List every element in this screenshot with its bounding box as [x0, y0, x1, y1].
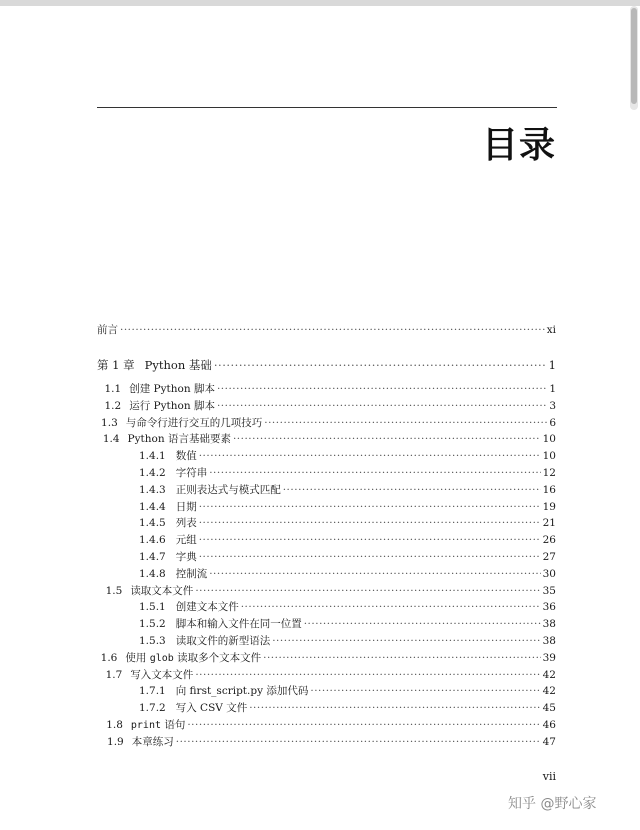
toc-label: 向 first_script.py 添加代码 [175, 685, 309, 698]
leader-dots [272, 635, 540, 647]
toc-entry[interactable] [97, 381, 556, 398]
leader-dots [249, 702, 540, 714]
toc-page: 35 [542, 584, 556, 597]
leader-dots [199, 551, 541, 563]
header-rule [97, 107, 557, 108]
scrollbar-thumb[interactable] [631, 8, 637, 104]
toc-page: 21 [542, 517, 556, 530]
toc-entry[interactable] [97, 465, 556, 482]
toc-entry[interactable] [97, 683, 556, 700]
leader-dots [209, 467, 540, 479]
toc-label: 前言 [97, 324, 118, 336]
toc-entry[interactable] [97, 431, 556, 448]
toc-label: 本章练习 [131, 735, 174, 748]
leader-dots [199, 501, 541, 513]
toc-page: 46 [542, 719, 556, 731]
toc-label: 创建 Python 脚本 [129, 383, 215, 395]
toc-number: 1.6 [100, 651, 118, 664]
toc-page: 39 [542, 651, 556, 664]
toc-entry[interactable] [97, 566, 556, 583]
toc-label-prefix: 使用 [125, 651, 150, 664]
toc-label-rest: 语句 [161, 719, 186, 731]
toc-label: 写入 CSV 文件 [175, 702, 248, 715]
toc-entry[interactable] [97, 583, 556, 600]
toc-label: 读取文件的新型语法 [175, 635, 271, 647]
toc-entry[interactable] [97, 599, 556, 616]
leader-dots [264, 417, 547, 429]
leader-dots [310, 685, 540, 697]
toc-page: 27 [542, 551, 556, 563]
leader-dots [176, 736, 541, 748]
toc-label: 列表 [175, 517, 197, 530]
toc-page: 6 [549, 416, 556, 429]
toc-entry[interactable] [97, 415, 556, 432]
toc-page: 36 [542, 601, 556, 614]
toc-number: 1.4.1 [139, 450, 166, 463]
leader-dots [195, 669, 540, 681]
toc-number: 1.4.3 [139, 483, 166, 496]
toc-page: 42 [542, 685, 556, 698]
toc-page: 30 [542, 567, 556, 580]
leader-dots [233, 433, 541, 445]
toc-number: 1.8 [106, 719, 123, 731]
toc-number: 1.5.2 [139, 618, 166, 631]
toc-number: 1.2 [104, 399, 122, 412]
toc-number: 1.7 [105, 668, 123, 681]
toc-number: 1.5.1 [139, 601, 166, 614]
toc-entry[interactable] [97, 515, 556, 532]
toc-label: 与命令行进行交互的几项技巧 [125, 416, 263, 429]
toc-number: 1.4.4 [139, 500, 166, 513]
toc-label [125, 650, 261, 665]
toc-label: 字符串 [175, 467, 208, 479]
watermark: 知乎 @野心家 [508, 796, 597, 812]
toc-entry[interactable] [97, 398, 556, 415]
toc-page: 16 [542, 483, 556, 496]
toc-page: 38 [542, 635, 556, 647]
toc-number: 1.4.5 [139, 517, 166, 530]
leader-dots [199, 450, 541, 462]
toc-label-rest: 读取多个文本文件 [173, 651, 262, 664]
toc-page: 12 [542, 467, 556, 479]
toc-page: 47 [542, 735, 556, 748]
leader-dots [217, 400, 547, 412]
toc-number: 1.9 [107, 735, 124, 748]
toc-entry[interactable] [97, 650, 556, 667]
toc-entry[interactable] [97, 482, 556, 499]
leader-dots [199, 534, 541, 546]
toc-page: 1 [548, 358, 556, 372]
toc-label: 读取文本文件 [130, 584, 194, 597]
leader-dots [283, 484, 541, 496]
toc-entry[interactable] [97, 448, 556, 465]
toc-entry[interactable] [97, 734, 556, 751]
toc-page: 3 [549, 399, 556, 412]
toc-entry-preface[interactable] [97, 322, 556, 339]
leader-dots [120, 324, 545, 336]
toc-number: 1.4.8 [139, 567, 166, 580]
toc-entry-chapter-1[interactable] [97, 357, 556, 374]
toc-label: 数值 [175, 450, 197, 463]
toc-entry[interactable] [97, 549, 556, 566]
toc-number: 1.1 [104, 383, 122, 395]
toc-label: 字典 [175, 551, 197, 563]
toc-label: 正则表达式与模式匹配 [175, 483, 281, 496]
toc-entry[interactable] [97, 633, 556, 650]
toc-number: 1.4.2 [139, 467, 166, 479]
toc-entry[interactable] [97, 667, 556, 684]
toc-number: 1.4 [102, 433, 120, 446]
leader-dots [214, 358, 547, 372]
toc-entry[interactable] [97, 532, 556, 549]
toc-entry[interactable] [97, 499, 556, 516]
toc-page: 19 [542, 500, 556, 513]
leader-dots [209, 568, 540, 580]
toc-number: 1.7.2 [139, 702, 166, 715]
toc-label-code: glob [149, 652, 174, 664]
leader-dots [304, 618, 541, 630]
toc-label: 脚本和输入文件在同一位置 [175, 618, 302, 631]
toc-number: 1.4.6 [139, 534, 166, 547]
toc-entry[interactable] [97, 700, 556, 717]
page-title: 目录 [481, 125, 556, 166]
leader-dots [199, 517, 541, 529]
scrollbar[interactable] [630, 6, 638, 110]
toc-label: 元组 [175, 534, 197, 547]
toc-label-code: print [130, 720, 161, 731]
toc-entry[interactable] [97, 616, 556, 633]
toc-label: Python 语言基础要素 [127, 433, 231, 446]
toc-number: 1.3 [101, 416, 118, 429]
toc-page: 10 [542, 450, 556, 463]
toc-page: 10 [542, 433, 556, 446]
toc-label: Python 基础 [144, 358, 212, 372]
leader-dots [263, 652, 541, 664]
leader-dots [195, 585, 540, 597]
toc-label: 控制流 [175, 567, 208, 580]
toc-number: 1.5.3 [139, 635, 166, 647]
toc-page: 45 [542, 702, 556, 715]
toc-page: xi [546, 324, 556, 336]
leader-dots [217, 383, 547, 395]
toc-label: 创建文本文件 [175, 601, 239, 614]
leader-dots [241, 601, 541, 613]
toc-label: 日期 [175, 500, 197, 513]
toc-number: 1.4.7 [139, 551, 166, 563]
leader-dots [187, 719, 540, 731]
toc-label [131, 717, 185, 732]
top-bar [0, 0, 640, 6]
page-number: vii [542, 770, 556, 783]
toc-number: 1.7.1 [139, 685, 166, 698]
toc-page: 38 [542, 618, 556, 631]
toc-page: 42 [542, 668, 556, 681]
toc-label: 运行 Python 脚本 [129, 399, 215, 412]
toc-number: 1.5 [105, 584, 123, 597]
toc-page: 1 [549, 383, 556, 395]
toc-entry[interactable] [97, 717, 556, 734]
chapter-number: 第 1 章 [97, 358, 135, 372]
toc-label: 写入文本文件 [130, 668, 194, 681]
toc-page: 26 [542, 534, 556, 547]
